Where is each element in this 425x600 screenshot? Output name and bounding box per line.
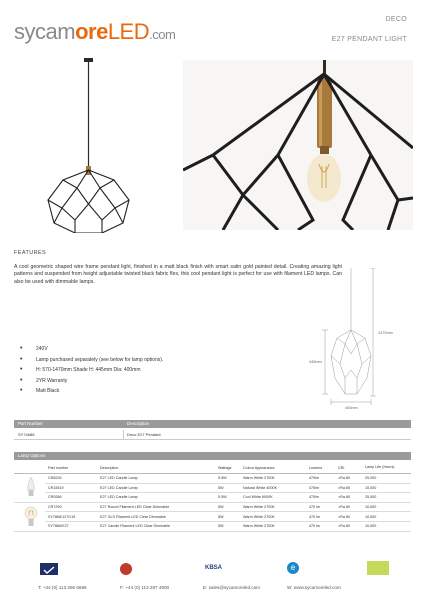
spec-lamp-note: • Lamp purchased separately (see below for lamp options). xyxy=(20,355,163,366)
lamp-col-wattage: Wattage xyxy=(215,462,240,474)
lamp-options-table xyxy=(14,462,411,532)
spec-finish: • Matt Black xyxy=(20,386,163,397)
product-type: E27 PENDANT LIGHT xyxy=(331,36,407,43)
pendant-detail-illustration xyxy=(183,60,413,230)
diameter-label: 400mm xyxy=(345,406,358,410)
lamp-cri: >Ra 80 xyxy=(335,493,362,503)
logo-text-sycam: sycam xyxy=(14,19,76,44)
lamp-lumens: 470lm xyxy=(306,493,335,503)
lamp-row xyxy=(14,502,411,512)
spec-dimensions: • H: 570-1470mm Shade H: 445mm Dia: 400mm xyxy=(20,365,163,376)
lamp-life: 25,000 xyxy=(362,474,411,484)
lamp-watt: 5W xyxy=(215,521,240,531)
lamp-watt: 5W xyxy=(215,512,240,522)
part-description-value: Deco E27 Pendant xyxy=(127,432,161,437)
lamp-row xyxy=(14,483,411,493)
filament-bulb-icon xyxy=(24,504,38,528)
lamp-colour: Warm White 2700K xyxy=(240,512,306,522)
part-number-value: SY74686 xyxy=(18,432,35,437)
trust-badge-icon xyxy=(40,563,58,575)
lamp-watt: 5.5W xyxy=(215,493,240,503)
dimension-drawing xyxy=(285,268,415,410)
lamp-cri: >Ra 80 xyxy=(335,512,362,522)
lamp-options-title: Lamp Options xyxy=(18,453,46,458)
lamp-colour: Natural White 4000K xyxy=(240,483,306,493)
filament-lamp-image xyxy=(14,502,45,531)
product-name: DECO xyxy=(385,16,407,23)
lamp-colour: Warm White 2700K xyxy=(240,474,306,484)
lamp-col-description: Description xyxy=(97,462,215,474)
logo-text-ore: ore xyxy=(75,19,108,44)
lamp-watt: 5W xyxy=(215,502,240,512)
lamp-row xyxy=(14,512,411,522)
lamp-cri: >Ra 80 xyxy=(335,521,362,531)
logo-text-led: LED xyxy=(107,19,150,44)
lamp-row xyxy=(14,493,411,503)
lamp-cri: >Ra 80 xyxy=(335,483,362,493)
lamp-lumens: 470 lm xyxy=(306,521,335,531)
lamp-part: CR7299 xyxy=(45,502,97,512)
lamp-part: SY7866/E27 xyxy=(45,521,97,531)
lamp-watt: 5.5W xyxy=(215,474,240,484)
lamp-life: 25,000 xyxy=(362,493,411,503)
footer-telephone: T: +44 (0) 113 286 6686 xyxy=(38,585,87,590)
part-number-col-header: Part Number xyxy=(18,421,43,426)
features-title: FEATURES xyxy=(14,250,47,256)
lamp-life: 10,000 xyxy=(362,502,411,512)
spec-list xyxy=(20,344,163,397)
candle-lamp-image xyxy=(14,474,45,503)
footer-fax: F: +44 (0) 113 287 4900 xyxy=(120,585,170,590)
lamp-part: CR15519 xyxy=(45,483,97,493)
lamp-lumens: 470lm xyxy=(306,474,335,484)
lamp-desc: E27 GLS Filament LED Clear Dimmable xyxy=(97,512,215,522)
lamp-image-col xyxy=(14,462,45,474)
lamp-col-part: Part number xyxy=(45,462,97,474)
lamp-colour: Warm White 2700K xyxy=(240,521,306,531)
description-col-header: Description xyxy=(127,421,149,426)
kbsa-logo: KBSA xyxy=(205,565,223,571)
lamp-options-header xyxy=(14,452,411,460)
pendant-detail-photo xyxy=(183,60,413,230)
lamp-col-cri: CRI xyxy=(335,462,362,474)
footer-website[interactable]: W: www.sycamoreled.com xyxy=(287,585,341,590)
lamp-lumens: 470 lm xyxy=(306,512,335,522)
lamp-row xyxy=(14,521,411,531)
lamp-col-life: Lamp Life (Hours) xyxy=(362,462,411,474)
candle-lamp-icon xyxy=(26,476,36,498)
spec-voltage: • 240V xyxy=(20,344,163,355)
eco-badge-icon xyxy=(367,561,389,575)
part-table-row xyxy=(14,430,411,440)
lamp-table-header-row xyxy=(14,462,411,474)
part-table-header xyxy=(14,420,411,428)
lamp-lumens: 470lm xyxy=(306,483,335,493)
lamp-life: 15,000 xyxy=(362,483,411,493)
pendant-product-image xyxy=(40,58,135,233)
lamp-desc: E27 Round Filament LED Clear Dimmable xyxy=(97,502,215,512)
lamp-colour: Warm White 2700K xyxy=(240,502,306,512)
lamp-part: SY7866/127G15 xyxy=(45,512,97,522)
lamp-desc: E27 LED Candle Lamp xyxy=(97,493,215,503)
lamp-life: 10,000 xyxy=(362,521,411,531)
lamp-cri: >Ra 80 xyxy=(335,474,362,484)
spec-warranty: • 2YR Warranty xyxy=(20,376,163,387)
lamp-part: CR8226 xyxy=(45,474,97,484)
shade-height-label: 445mm xyxy=(309,360,322,364)
lamp-colour: Cool White 6000K xyxy=(240,493,306,503)
certification-seal-icon xyxy=(120,563,132,575)
features-description: A cool geometric shaped wire frame pendant light, finished in a matt black finish with smart satin gold painted detail. Creating amazing light patterns and suspended from height adjustable twisted black fabric flex, this cool pendant light is perfect for use with filament LED lamps. Can also be used with dimmable lamps. xyxy=(14,264,342,285)
footer-email[interactable]: E: sales@sycamoreled.com xyxy=(203,585,261,590)
logo-text-com: .com xyxy=(149,27,176,42)
lamp-desc: E27 Candle Filament LED Clear Dimmable xyxy=(97,521,215,531)
lamp-col-colour: Colour Appearance xyxy=(240,462,306,474)
lamp-desc: E27 LED Candle Lamp xyxy=(97,483,215,493)
lamp-watt: 5W xyxy=(215,483,240,493)
lamp-desc: E27 LED Candle Lamp xyxy=(97,474,215,484)
lamp-cri: >Ra 80 xyxy=(335,502,362,512)
energy-logo-icon: e xyxy=(287,562,299,574)
lamp-part: CR9288 xyxy=(45,493,97,503)
total-height-label: 1470mm xyxy=(378,331,393,335)
lamp-life: 10,000 xyxy=(362,512,411,522)
lamp-row xyxy=(14,474,411,484)
lamp-lumens: 470 lm xyxy=(306,502,335,512)
brand-logo xyxy=(14,19,175,45)
lamp-col-lumens: Lumens xyxy=(306,462,335,474)
